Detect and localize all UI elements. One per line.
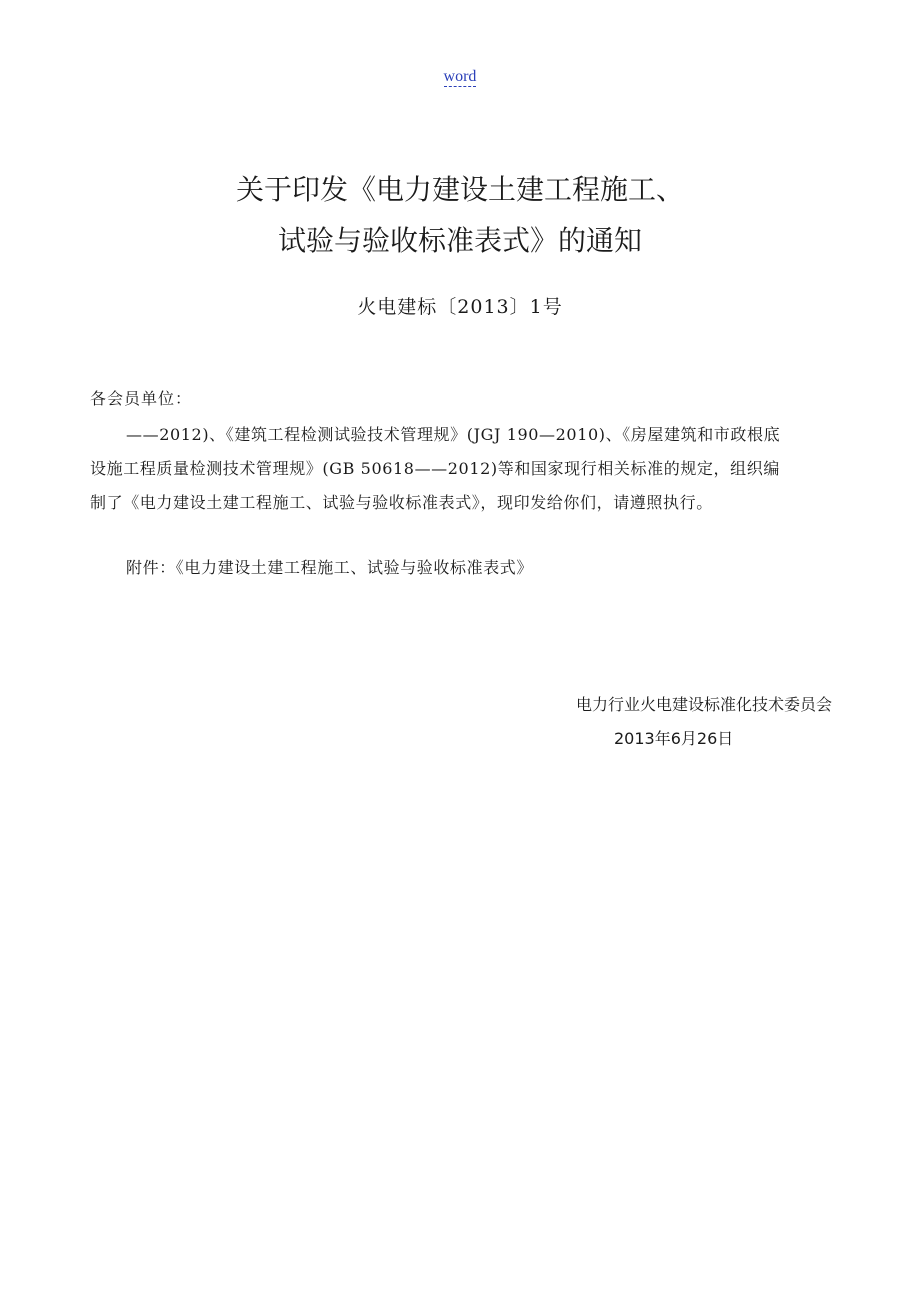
title-line-1: 关于印发《电力建设土建工程施工、 [235,173,684,206]
body-line-3: 制了《电力建设土建工程施工、试验与验收标准表式》，现印发给你们，请遵照执行。 [90,493,713,512]
signature-date: 2013年6月26日 [614,729,734,748]
body-line-1: ——2012)、《建筑工程检测试验技术管理规》(JGJ 190—2010)、《房屋建筑和市政根底 [126,425,781,444]
word-link[interactable]: word [443,68,477,85]
attachment-note: 附件：《电力建设土建工程施工、试验与验收标准表式》 [126,558,534,577]
header [0,68,920,86]
salutation: 各会员单位： [90,389,193,408]
body-line-2: 设施工程质量检测技术管理规》(GB 50618——2012)等和国家现行相关标准的规定，组织编 [90,459,780,478]
document-number: 火电建标〔2013〕1号 [357,296,563,318]
signature-organization: 电力行业火电建设标准化技术委员会 [575,695,832,714]
body-paragraph [90,418,830,520]
title-line-2: 试验与验收标准表式》的通知 [277,224,642,257]
